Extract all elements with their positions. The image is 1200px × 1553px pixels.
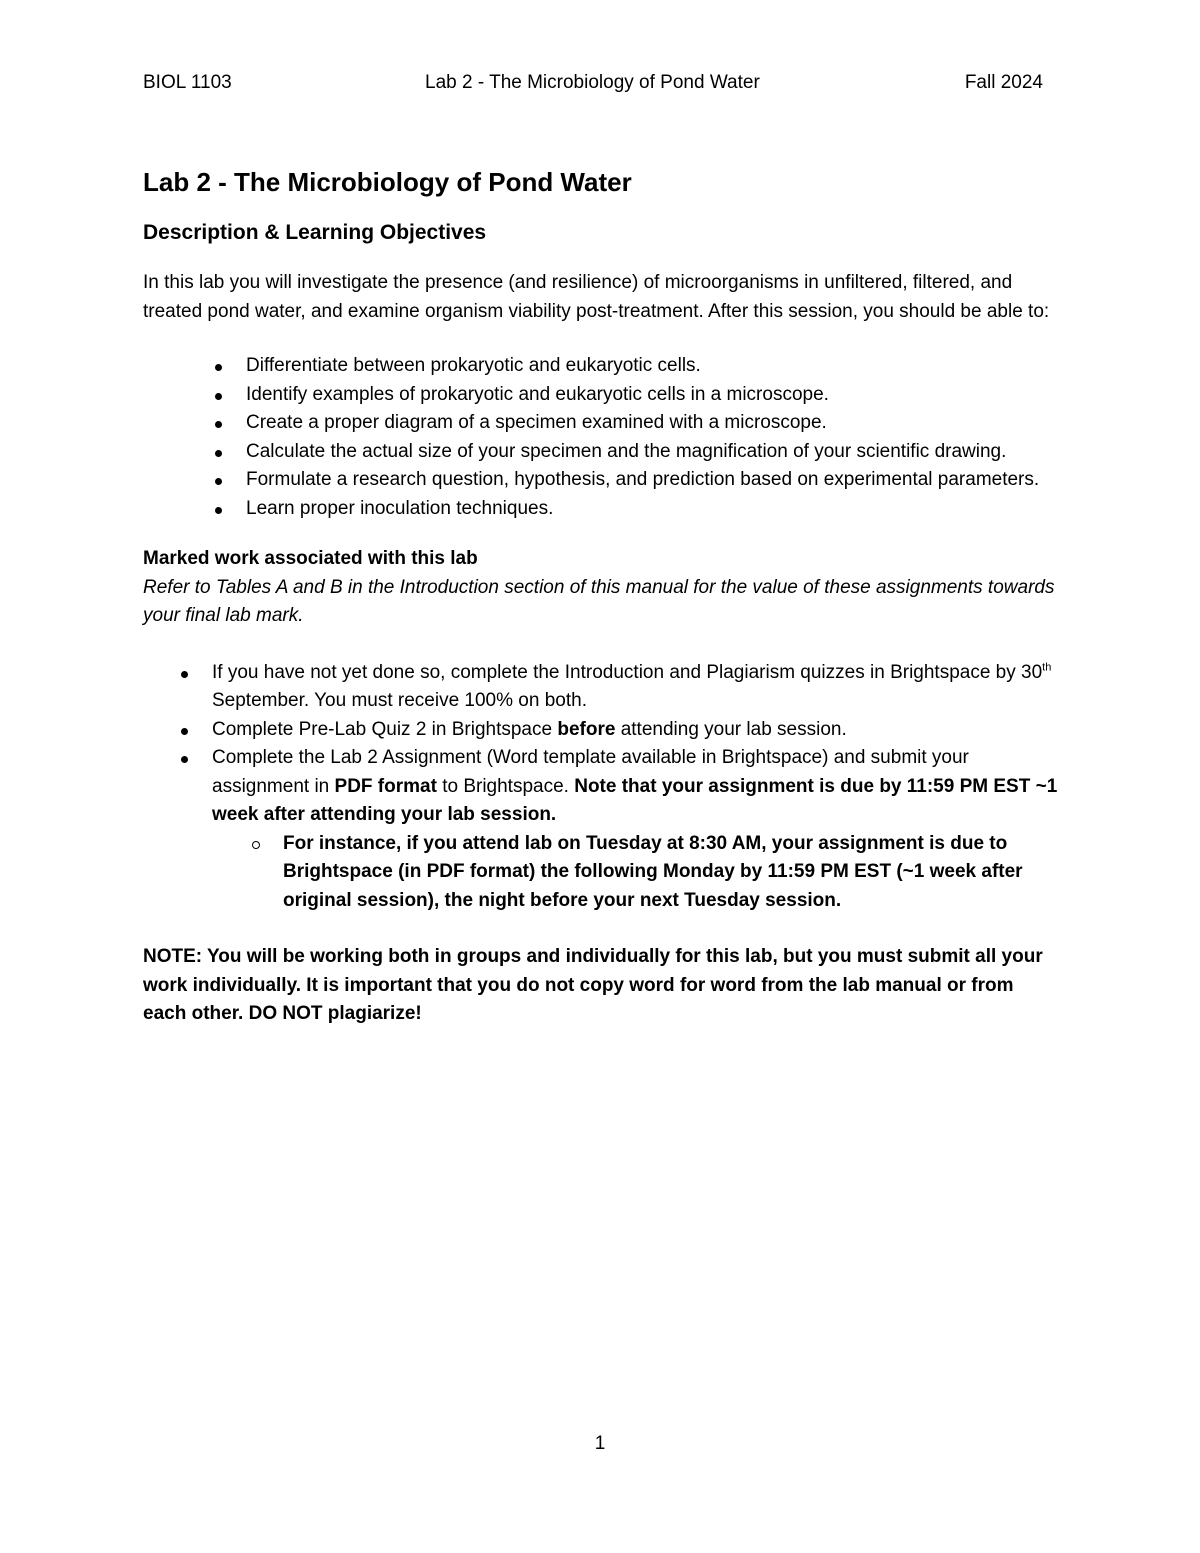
list-item bbox=[246, 495, 1058, 524]
task-text: attending your lab session. bbox=[615, 718, 847, 740]
objective-text: Formulate a research question, hypothesis, and prediction based on experimental parameters. bbox=[246, 469, 1040, 490]
objective-text: Differentiate between prokaryotic and eukaryotic cells. bbox=[246, 355, 701, 376]
header-term: Fall 2024 bbox=[964, 72, 1043, 93]
list-item bbox=[246, 438, 1058, 467]
sub-item-text: For instance, if you attend lab on Tuesday at 8:30 AM, your assignment is due to Brightspace (in PDF format) the following Monday by 11:59 PM EST (~1 week after original session), the night before your next Tuesday session. bbox=[283, 832, 1023, 911]
task-text: Complete the Lab 2 Assignment (Word template available in Brightspace) and submit your assignment in bbox=[212, 747, 969, 797]
page-header bbox=[143, 72, 1043, 96]
objectives-list bbox=[143, 352, 1058, 523]
list-item bbox=[246, 466, 1058, 495]
list-item bbox=[212, 744, 1058, 915]
page-title: Lab 2 - The Microbiology of Pond Water bbox=[143, 167, 632, 197]
marked-work-heading: Marked work associated with this lab bbox=[143, 548, 478, 569]
ordinal-suffix: th bbox=[1042, 661, 1052, 674]
task-emphasis: before bbox=[557, 718, 616, 740]
bullet-icon bbox=[215, 478, 222, 485]
list-item bbox=[283, 830, 1058, 916]
section-heading: Description & Learning Objectives bbox=[143, 221, 487, 244]
objective-text: Identify examples of prokaryotic and eukaryotic cells in a microscope. bbox=[246, 383, 829, 405]
task-emphasis: PDF format bbox=[334, 775, 437, 797]
task-emphasis: Note that your assignment is due by 11:59 PM EST ~1 week after attending your lab session. bbox=[212, 775, 1058, 825]
tasks-list bbox=[143, 659, 1058, 916]
header-course: BIOL 1103 bbox=[143, 72, 232, 93]
marked-work-note: Refer to Tables A and B in the Introduction section of this manual for the value of these assignments towards your final lab mark. bbox=[143, 576, 1055, 626]
bullet-icon bbox=[215, 364, 222, 371]
list-item bbox=[212, 716, 1058, 745]
header-lab-title: Lab 2 - The Microbiology of Pond Water bbox=[425, 72, 760, 93]
page-number: 1 bbox=[594, 1433, 606, 1454]
objective-text: Create a proper diagram of a specimen examined with a microscope. bbox=[246, 412, 827, 433]
sub-list bbox=[212, 830, 1058, 916]
list-item bbox=[246, 352, 1058, 381]
document-body bbox=[143, 165, 1058, 1029]
task-text: September. You must receive 100% on both. bbox=[212, 690, 587, 711]
task-text: Complete Pre-Lab Quiz 2 in Brightspace bbox=[212, 718, 558, 740]
objective-text: Learn proper inoculation techniques. bbox=[246, 497, 554, 519]
task-text: If you have not yet done so, complete the Introduction and Plagiarism quizzes in Brightspace by 30 bbox=[212, 661, 1043, 683]
list-item bbox=[246, 409, 1058, 438]
objective-text: Calculate the actual size of your specimen and the magnification of your scientific drawing. bbox=[246, 440, 1007, 462]
bullet-icon bbox=[181, 671, 188, 678]
list-item bbox=[212, 659, 1058, 716]
hollow-bullet-icon bbox=[252, 841, 260, 849]
bullet-icon bbox=[181, 728, 188, 735]
bullet-icon bbox=[215, 421, 222, 428]
plagiarism-note: NOTE: You will be working both in groups and individually for this lab, but you must submit all your work individually. It is important that you do not copy word for word from the lab manual or from each other. DO NOT plagiarize! bbox=[143, 946, 1043, 1024]
bullet-icon bbox=[215, 393, 222, 400]
task-text: to Brightspace. bbox=[436, 775, 575, 797]
bullet-icon bbox=[215, 450, 222, 457]
list-item bbox=[246, 381, 1058, 410]
bullet-icon bbox=[181, 756, 188, 763]
intro-paragraph: In this lab you will investigate the presence (and resilience) of microorganisms in unfiltered, filtered, and treated pond water, and examine organism viability post-treatment. After this session, you should be able to: bbox=[143, 272, 1050, 322]
bullet-icon bbox=[215, 507, 222, 514]
